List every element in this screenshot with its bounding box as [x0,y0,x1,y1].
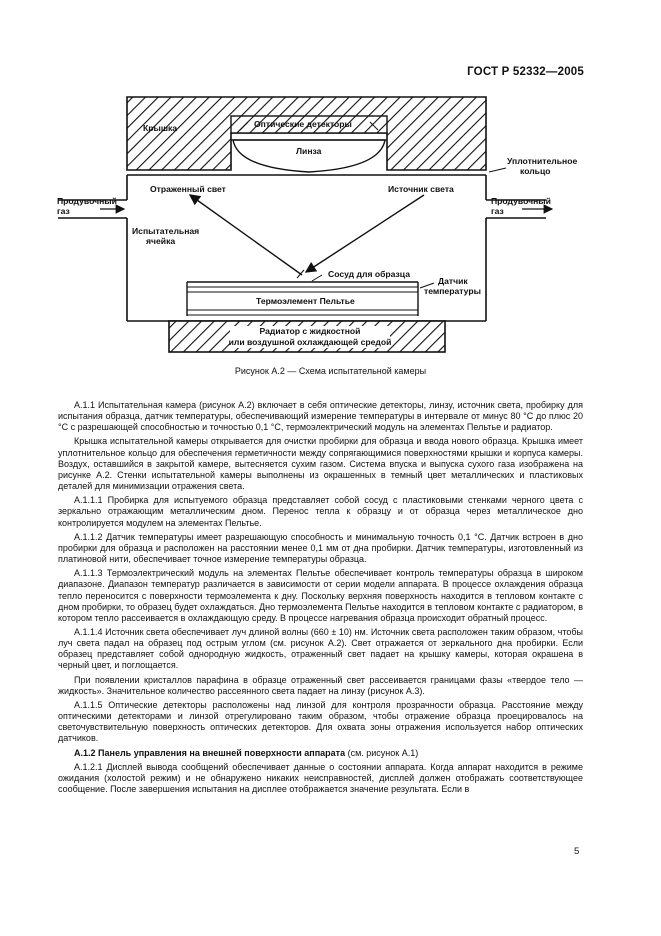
paragraph: А.1.1.2 Датчик температуры имеет разрешающую способность и минимальную точность 0,1 °С. Датчик встроен в дно пробирки для образца и расположен на расстоянии менее 0,1 мм от дна пробирки. Датчик температуры, изготовленный из платиновой нити, обеспечивает точное измерение температуры образца. [58,531,583,565]
purge-gas-in-label-2: газ [57,206,70,216]
optical-detectors-label: Оптические детекторы [254,119,352,129]
lens-label: Линза [296,146,322,156]
seal-ring-label-2: кольцо [520,166,551,176]
test-cell-label-1: Испытательная [132,226,200,236]
peltier-label: Термоэлемент Пельтье [256,296,355,306]
paragraph: А.1.1.1 Пробирка для испытуемого образца представляет собой сосуд с пластиковыми стенками черного цвета с зеркально отражающим металлическим дном. Перенос тепла к образцу и от образца через металлическое дно контролируется модулем на элементах Пельтье. [58,495,583,528]
paragraph: А.1.1.4 Источник света обеспечивает луч длиной волны (660 ± 10) нм. Источник света расположен таким образом, чтобы луч света падал на образец под острым углом (см. рисунок А.2). Свет отражается от зеркального дна пробирки. Если образец представляет собой однородную жидкость, отраженный свет падает на крышку камеры, которая окрашена в черный цвет, и поглощается. [58,626,583,671]
purge-gas-out-label-2: газ [491,206,504,216]
lid-label: Крышка [143,123,178,133]
purge-gas-in-label-1: Продувочный [57,196,117,206]
radiator-label-1: Радиатор с жидкостной [259,326,361,336]
seal-ring-label-1: Уплотнительное [507,156,578,166]
temp-sensor-label-2: температуры [424,286,481,296]
body-text [58,400,583,795]
light-source-label: Источник света [388,184,454,194]
figure-caption: Рисунок А.2 — Схема испытательной камеры [234,366,427,376]
paragraph: А.1.1.3 Термоэлектрический модуль на элементах Пельтье обеспечивает контроль температуры образца в широком диапазоне. Диапазон температур различается в зависимости от серии модели аппарата. В процессе охлаждения образца тепло переносится с поверхности термоэлемента к дну. Поскольку верхняя поверхность находится в тепловом контакте с дном пробирки, то образец будет охлаждаться. Дно термоэлемента Пельтье находится в тепловом контакте с радиатором, в котором тепло рассеивается в охлаждающую среду. В процессе нагревания образца происходит обратный процесс. [58,568,583,623]
page-number: 5 [574,846,580,857]
radiator-label-2: или воздушной охлаждающей средой [228,337,392,347]
reflected-light-label: Отраженный свет [150,184,226,194]
sample-vessel-label: Сосуд для образца [328,269,410,279]
document-code: ГОСТ Р 52332—2005 [467,66,584,78]
paragraph: А.1.1.5 Оптические детекторы расположены над линзой для контроля прозрачности образца. Расстояние между оптическими детекторами и линзой отрегулировано таким образом, чтобы отражение образца проецировалось на светочувствительную поверхность оптических детекторов. Для охвата зоны отражения используется набор оптических датчиков. [58,699,583,744]
test-cell-label-2: ячейка [146,236,176,246]
temp-sensor-label-1: Датчик [438,276,468,286]
section-number: А.1.2 [74,747,96,758]
section-ref: (см. рисунок А.1) [345,747,419,758]
paragraph: При появлении кристаллов парафина в образце отраженный свет рассеивается границами фазы «твердое тело — жидкость». Значительное количество рассеянного света падает на линзу (рисунок А.3). [58,674,583,696]
purge-gas-out-label-1: Продувочный [491,196,551,206]
test-chamber-figure [0,0,661,360]
paragraph: А.1.1 Испытательная камера (рисунок А.2) включает в себя оптические детекторы, линзу, источник света, пробирку для испытания образца, датчик температуры, обеспечивающий измерение температуры в интервале от минус 80 °С до плюс 20 °С с разрешающей способностью и точностью 0,1 °С, термоэлектрический модуль на элементах Пельтье и радиатор. [58,400,583,433]
section-heading [58,748,583,759]
paragraph: Крышка испытательной камеры открывается для очистки пробирки для образца и ввода нового образца. Крышка имеет уплотнительное кольцо для обеспечения герметичности между сопрягающимися поверхностями крышки и корпуса камеры. Воздух, оставшийся в закрытой камере, вытесняется сухим газом. Система впуска и выпуска сухого газа изображена на рисунке А.2. Стенки испытательной камеры выполнены из окрашенных в темный цвет металлических и пластиковых деталей для минимизации отражения света. [58,436,583,492]
section-title: Панель управления на внешней поверхности аппарата [98,747,346,758]
paragraph: А.1.2.1 Дисплей вывода сообщений обеспечивает данные о состоянии аппарата. Когда аппарат находится в режиме ожидания (холостой режим) и не обнаружено никаких неисправностей, дисплей должен отображать соответствующее сообщение. После завершения испытания на дисплее отображается значение результата. Если в [58,761,583,794]
